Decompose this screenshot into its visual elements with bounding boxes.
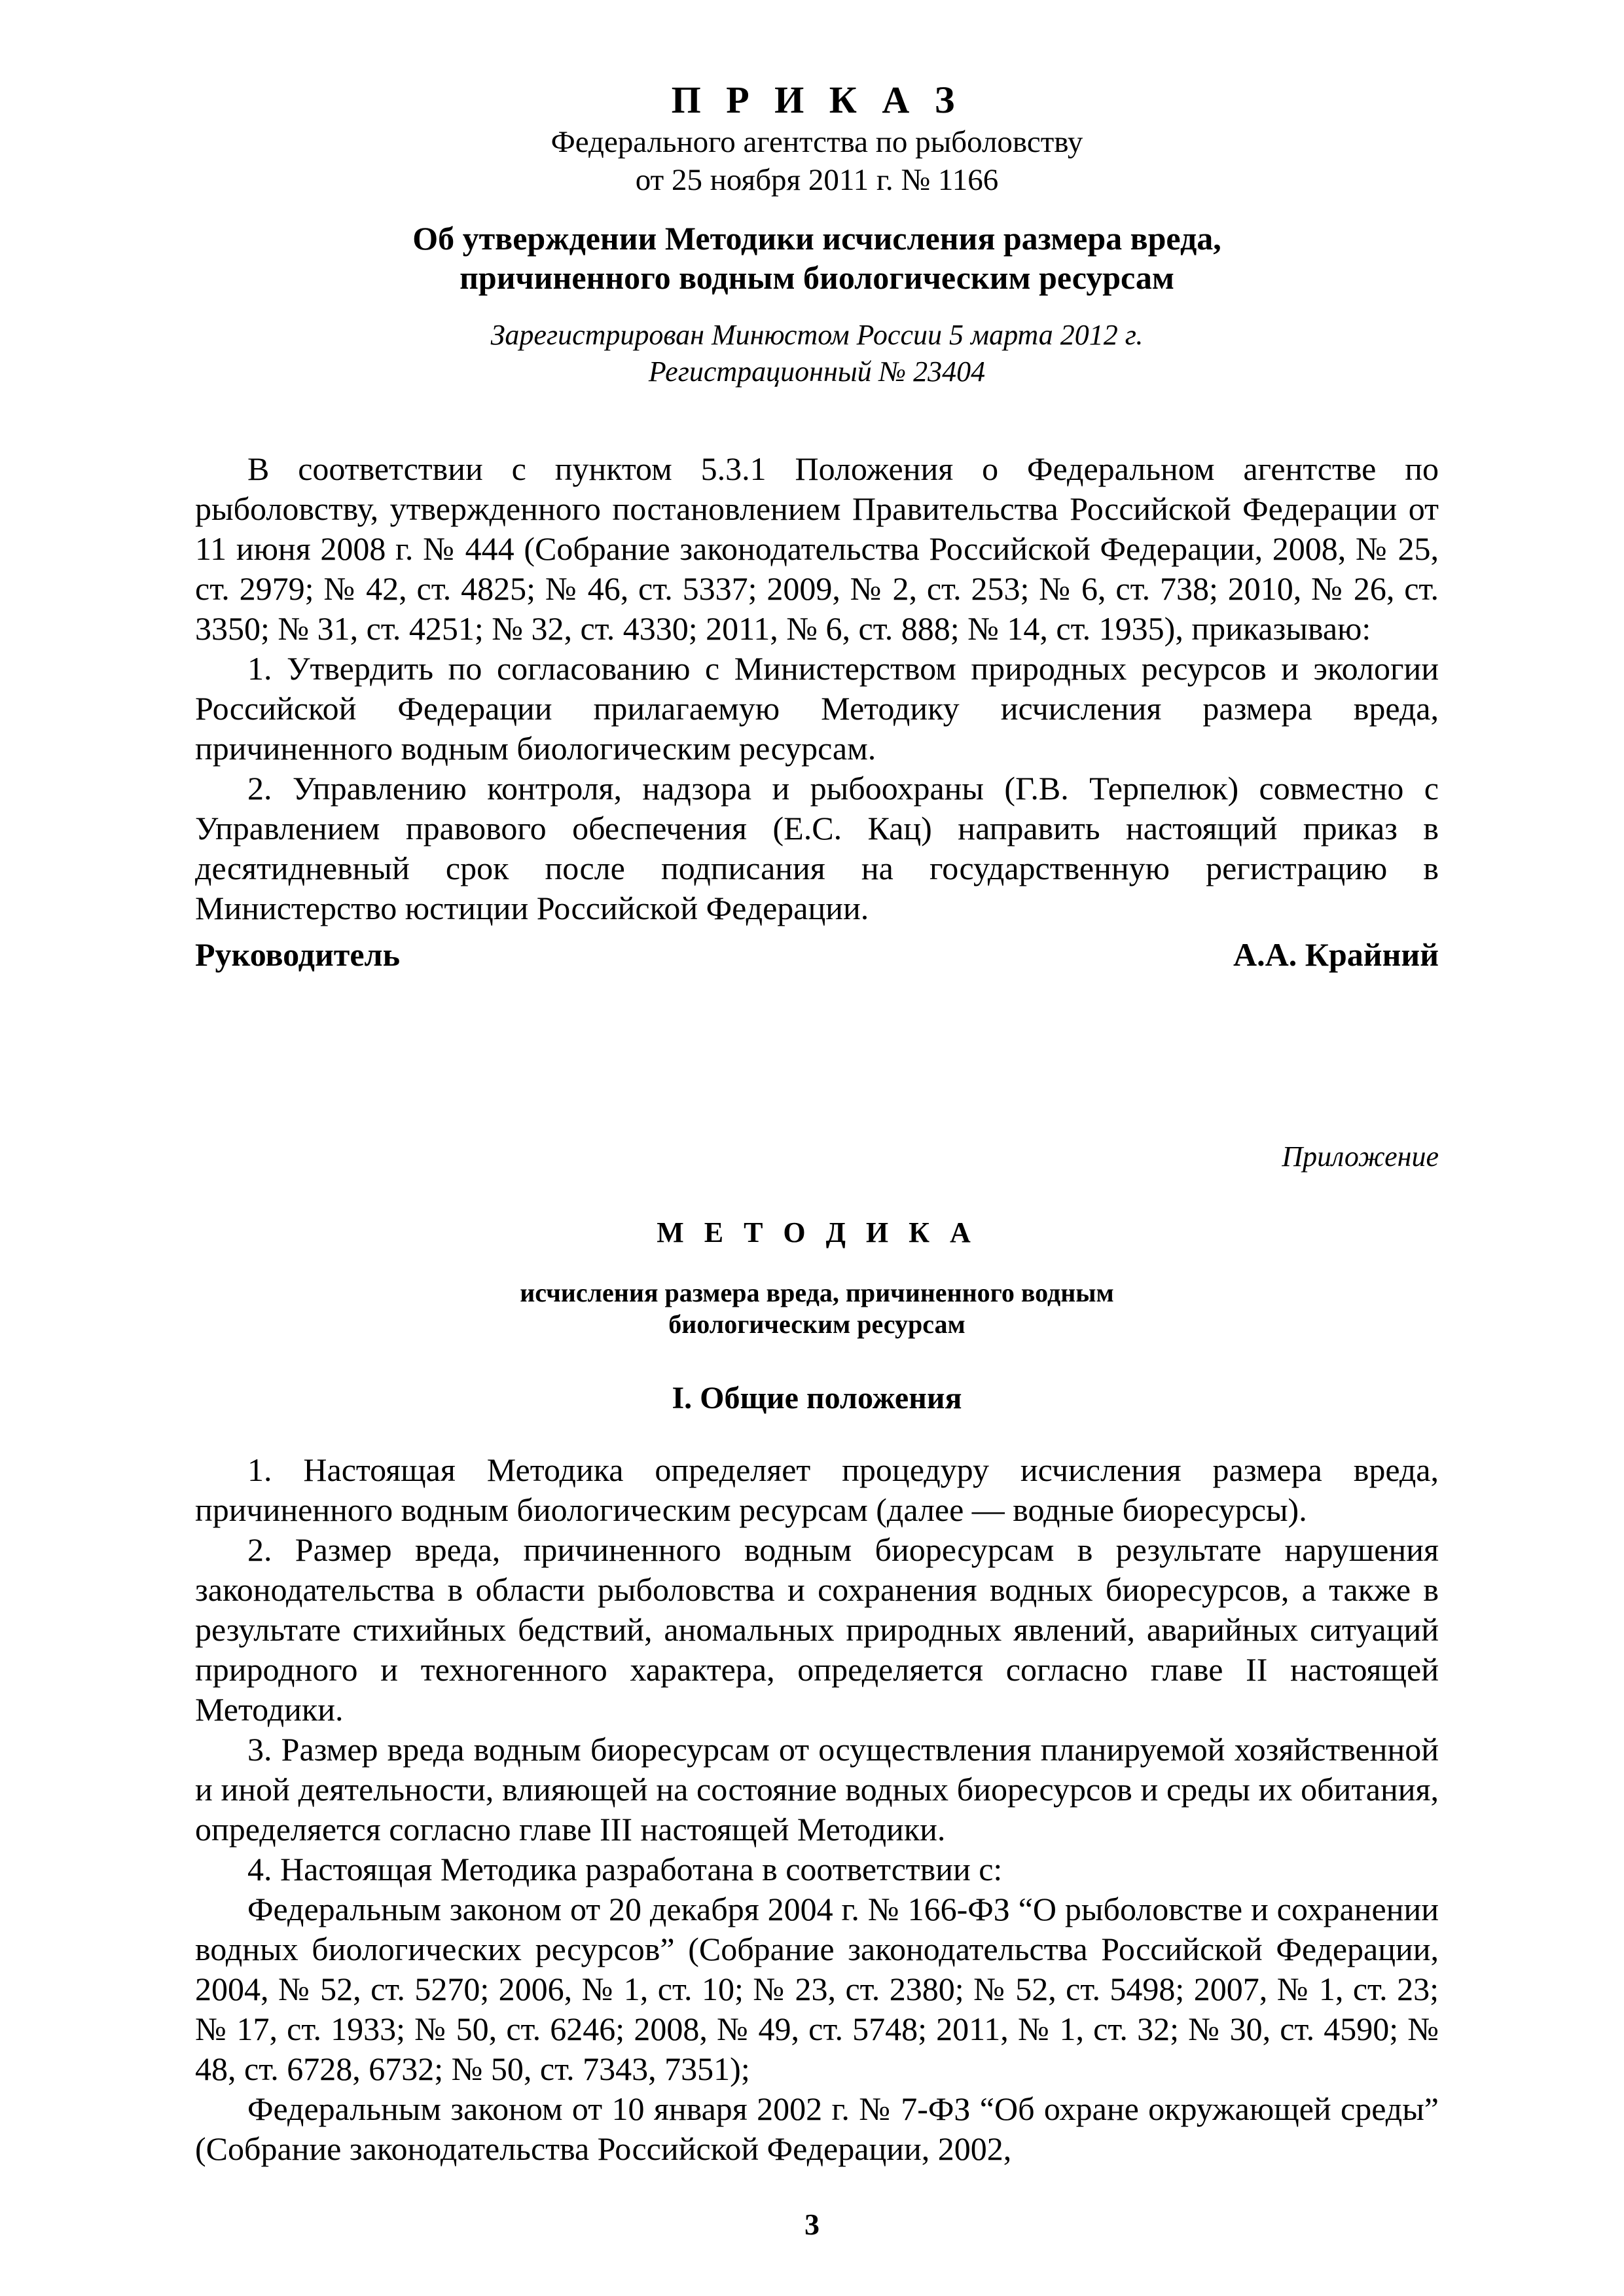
methodology-title: М Е Т О Д И К А: [657, 1216, 977, 1248]
methodology-paragraph-6: Федеральным законом от 10 января 2002 г. № 7-ФЗ “Об охране окружающей среды” (Собрание законодательства Российской Федерации, 2002,: [195, 2090, 1439, 2167]
document-title: П Р И К А З: [671, 79, 963, 121]
registration-note: [195, 317, 1439, 390]
order-intro-paragraph: В соответствии с пунктом 5.3.1 Положения о Федеральном агентстве по рыболовству, утвержденного постановлением Правительства Российской Федерации от 11 июня 2008 г. № 444 (Собрание законодательства Российской Федерации, 2008, № 25, ст. 2979; № 42, ст. 4825; № 46, ст. 5337; 2009, № 2, ст. 253; № 6, ст. 738; 2010, № 26, ст. 3350; № 31, ст. 4251; № 32, ст. 4330; 2011, № 6, ст. 888; № 14, ст. 1935), приказываю:: [195, 450, 1439, 647]
signature-name: А.А. Крайний: [1233, 936, 1439, 973]
order-item-1: 1. Утвердить по согласованию с Министерством природных ресурсов и экологии Российской Федерации прилагаемую Методику исчисления размера вреда, причиненного водным биологическим ресурсам.: [195, 650, 1439, 767]
appendix-label: Приложение: [1282, 1140, 1439, 1173]
page-number: 3: [804, 2208, 820, 2241]
order-item-2: 2. Управлению контроля, надзора и рыбоохраны (Г.В. Терпелюк) совместно с Управлением правового обеспечения (Е.С. Кац) направить настоящий приказ в десятидневный срок после подписания на государственную регистрацию в Министерство юстиции Российской Федерации.: [195, 770, 1439, 926]
methodology-paragraph-3: 3. Размер вреда водным биоресурсам от осуществления планируемой хозяйственной и иной деятельности, влияющей на состояние водных биоресурсов и среды их обитания, определяется согласно главе III настоящей Методики.: [195, 1731, 1439, 1848]
chapter-heading: I. Общие положения: [672, 1381, 962, 1415]
methodology-paragraph-5: Федеральным законом от 20 декабря 2004 г. № 166-ФЗ “О рыболовстве и сохранении водных биологических ресурсов” (Собрание законодательства Российской Федерации, 2004, № 52, ст. 5270; 2006, № 1, ст. 10; № 23, ст. 2380; № 52, ст. 5498; 2007, № 1, ст. 23; № 17, ст. 1933; № 50, ст. 6246; 2008, № 49, ст. 5748; 2011, № 1, ст. 32; № 30, ст. 4590; № 48, ст. 6728, 6732; № 50, ст. 7343, 7351);: [195, 1891, 1439, 2087]
methodology-subtitle: [195, 1277, 1439, 1340]
order-header: [195, 77, 1439, 390]
signature-position: Руководитель: [195, 936, 401, 973]
issuing-agency: Федерального агентства по рыболовству: [550, 125, 1083, 159]
order-subject: [195, 219, 1439, 297]
document-page: [195, 77, 1439, 2169]
registration-line1: Зарегистрирован Минюстом России 5 марта 2012 г.: [490, 319, 1144, 351]
methodology-subtitle-line1: исчисления размера вреда, причиненного водным: [520, 1278, 1114, 1307]
signature-block: [195, 935, 1439, 975]
methodology-paragraph-4: 4. Настоящая Методика разработана в соответствии с:: [247, 1851, 1003, 1887]
order-subject-line1: Об утверждении Методики исчисления размера вреда,: [412, 220, 1221, 257]
registration-line2: Регистрационный № 23404: [648, 355, 986, 388]
order-subject-line2: причиненного водным биологическим ресурсам: [460, 259, 1174, 296]
methodology-paragraph-1: 1. Настоящая Методика определяет процедуру исчисления размера вреда, причиненного водным биологическим ресурсам (далее — водные биоресурсы).: [195, 1451, 1439, 1528]
order-date-number: от 25 ноября 2011 г. № 1166: [635, 163, 999, 197]
methodology-paragraph-2: 2. Размер вреда, причиненного водным биоресурсам в результате нарушения законодательства в области рыболовства и сохранения водных биоресурсов, а также в результате стихийных бедствий, аномальных природных явлений, аварийных ситуаций природного и техногенного характера, определяется согласно главе II настоящей Методики.: [195, 1531, 1439, 1728]
methodology-subtitle-line2: биологическим ресурсам: [668, 1309, 965, 1339]
